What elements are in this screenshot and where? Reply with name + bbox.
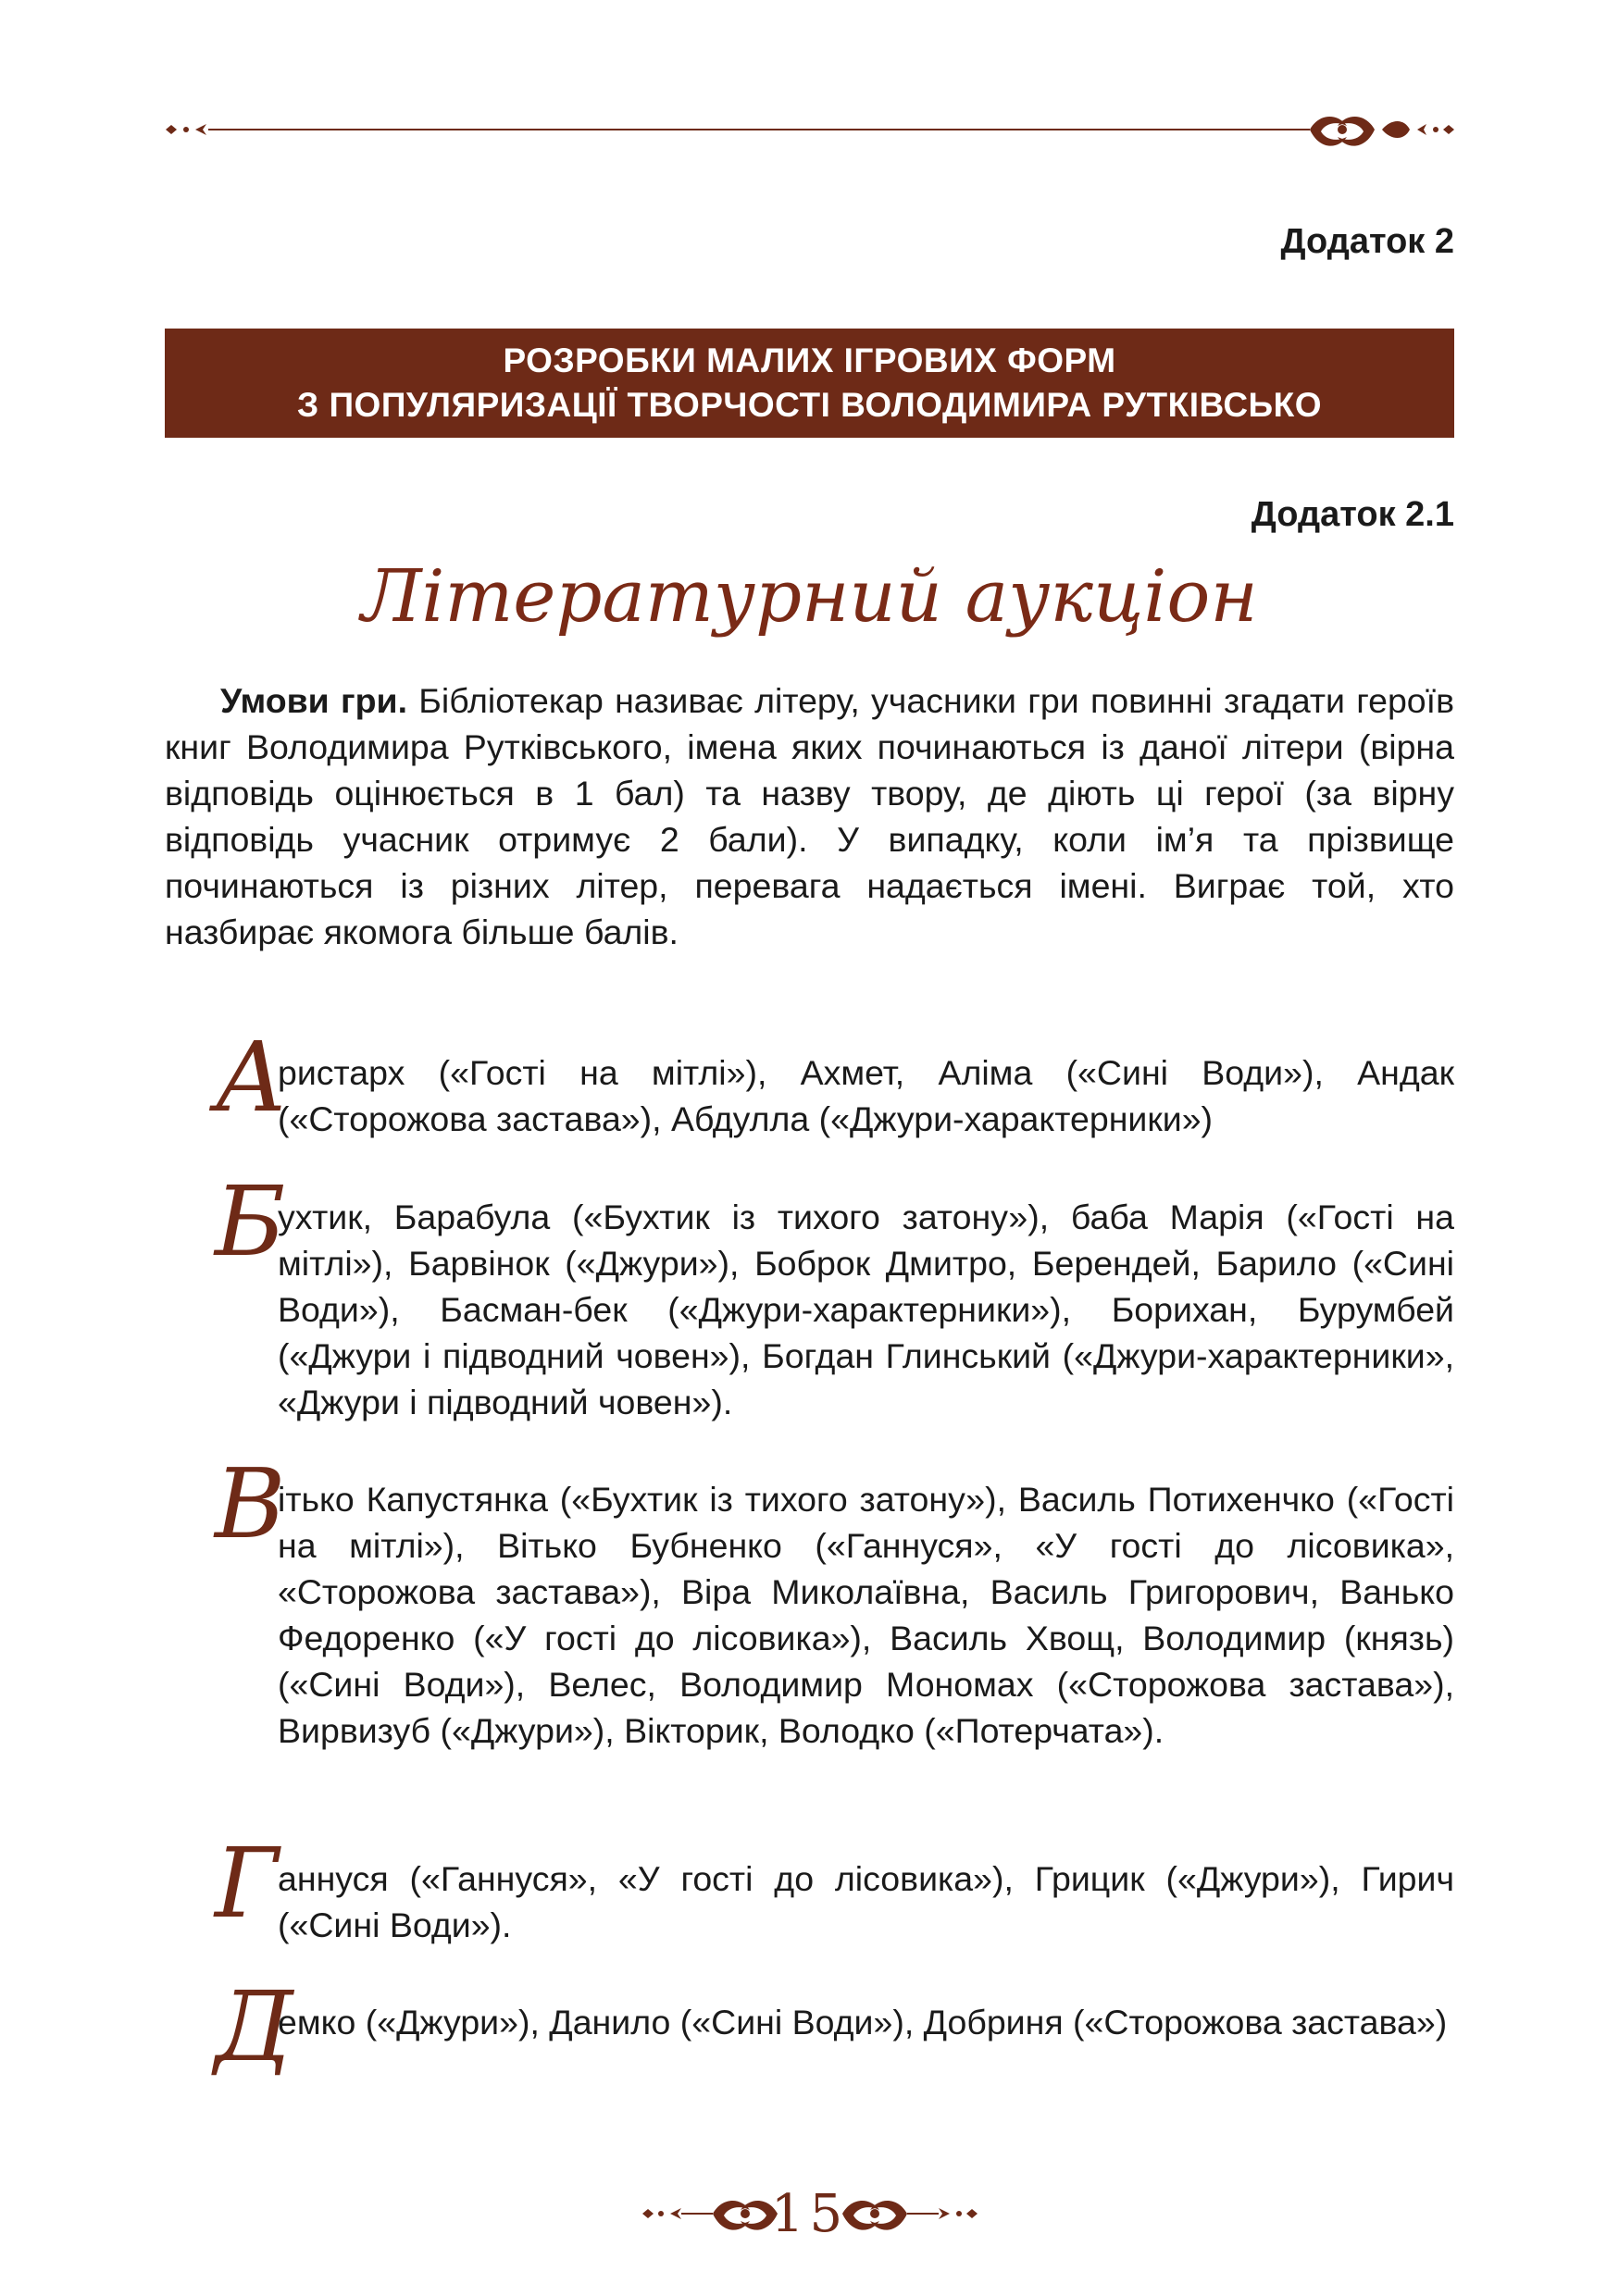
entry-text: емко («Джури»), Данило («Сині Води»), Добриня («Сторожова застава»)	[278, 2003, 1448, 2042]
drop-cap: Д	[215, 1970, 293, 2083]
drop-cap: Б	[215, 1165, 286, 1278]
sub-appendix-label: Додаток 2.1	[1251, 495, 1454, 534]
drop-cap: В	[215, 1447, 286, 1560]
entry-text: ітько Капустянка («Бухтик із тихого затону»), Василь Потихенчко («Гості на мітлі»), Вітько Бубненко («Ганнуся», «У гості до лісовика», «Сторожова застава»), Віра Миколаївна, Василь Григорович, Ванько Федоренко («У гості до лісовика»), Василь Хвощ, Володимир (князь) («Сині Води»), Велес, Володимир Мономах («Сторожова застава»), Вирвизуб («Джури»), Вікторик, Володко («Потерчата»).	[278, 1480, 1454, 1750]
game-title: Літературний аукціон	[361, 555, 1258, 639]
banner-line-2: З ПОПУЛЯРИЗАЦІЇ ТВОРЧОСТІ ВОЛОДИМИРА РУТКІВСЬКО	[296, 386, 1322, 424]
page-number: 15	[770, 2184, 849, 2244]
section-banner	[165, 329, 1454, 438]
game-rules	[165, 677, 1454, 955]
entry-text: аннуся («Ганнуся», «У гості до лісовика»), Грицик («Джури»), Гирич («Сині Води»).	[278, 1859, 1454, 1944]
rules-text: Бібліотекар називає літеру, учасники гри повинні згадати героїв книг Володимира Рутківського, імена яких починаються із даної літери (вірна відповідь оцінюється в 1 бал) та назву твору, де діють ці герої (за вірну відповідь учасник отримує 2 бали). У випадку, коли ім’я та прізвище починаються із різних літер, перевага надається імені. Виграє той, хто назбирає якомога більше балів.	[165, 681, 1454, 951]
banner-line-1: РОЗРОБКИ МАЛИХ ІГРОВИХ ФОРМ	[503, 341, 1116, 379]
entry-text: ухтик, Барабула («Бухтик із тихого затону»), баба Марія («Гості на мітлі»), Барвінок («Джури»), Боброк Дмитро, Берендей, Барило («Сині Води»), Басман-бек («Джури-характерники»), Борихан, Бурумбей («Джури і підводний човен»), Богдан Глинський («Джури-характерники», «Джури і підводний човен»).	[278, 1198, 1454, 1421]
letter-entry-g	[215, 1827, 1454, 1948]
entry-text: ристарх («Гості на мітлі»), Ахмет, Аліма («Сині Води»), Андак («Сторожова застава»), Абдулла («Джури-характерники»)	[278, 1053, 1454, 1138]
letter-entry-v	[215, 1447, 1454, 1754]
drop-cap: А	[215, 1021, 288, 1134]
top-ornament-divider	[162, 109, 1458, 150]
drop-cap: Г	[215, 1827, 279, 1940]
letter-entry-d	[215, 1970, 1454, 2083]
letter-entry-b	[215, 1165, 1454, 1425]
appendix-label: Додаток 2	[1280, 222, 1454, 261]
letter-entry-a	[215, 1021, 1454, 1142]
rules-label: Умови гри.	[220, 681, 407, 720]
